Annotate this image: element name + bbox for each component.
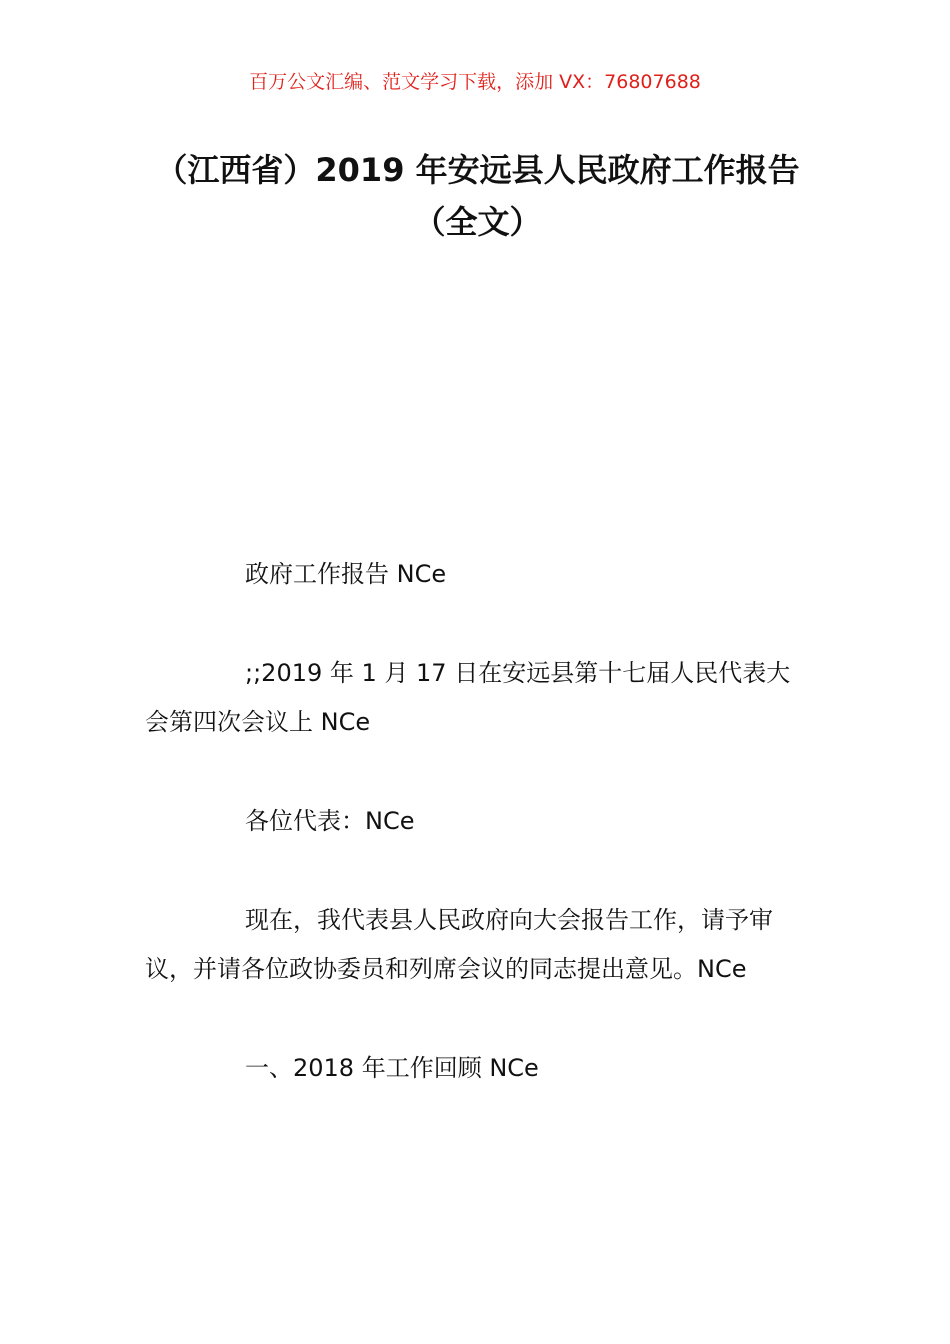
paragraph-report-heading: 政府工作报告 NCe bbox=[245, 560, 447, 588]
paragraph-section-heading: 一、2018 年工作回顾 NCe bbox=[245, 1054, 539, 1082]
paragraph-introduction: 现在，我代表县人民政府向大会报告工作，请予审议，并请各位政协委员和列席会议的同志提出意见。NCe bbox=[145, 906, 773, 983]
document-body bbox=[145, 550, 810, 1093]
paragraph-salutation: 各位代表：NCe bbox=[245, 807, 415, 835]
header-promo-note: 百万公文汇编、范文学习下载，添加 VX：76807688 bbox=[249, 71, 701, 93]
paragraph-meeting-date: ;;2019 年 1 月 17 日在安远县第十七届人民代表大会第四次会议上 NCe bbox=[145, 659, 791, 736]
document-title: （江西省）2019 年安远县人民政府工作报告（全文） bbox=[155, 151, 800, 241]
